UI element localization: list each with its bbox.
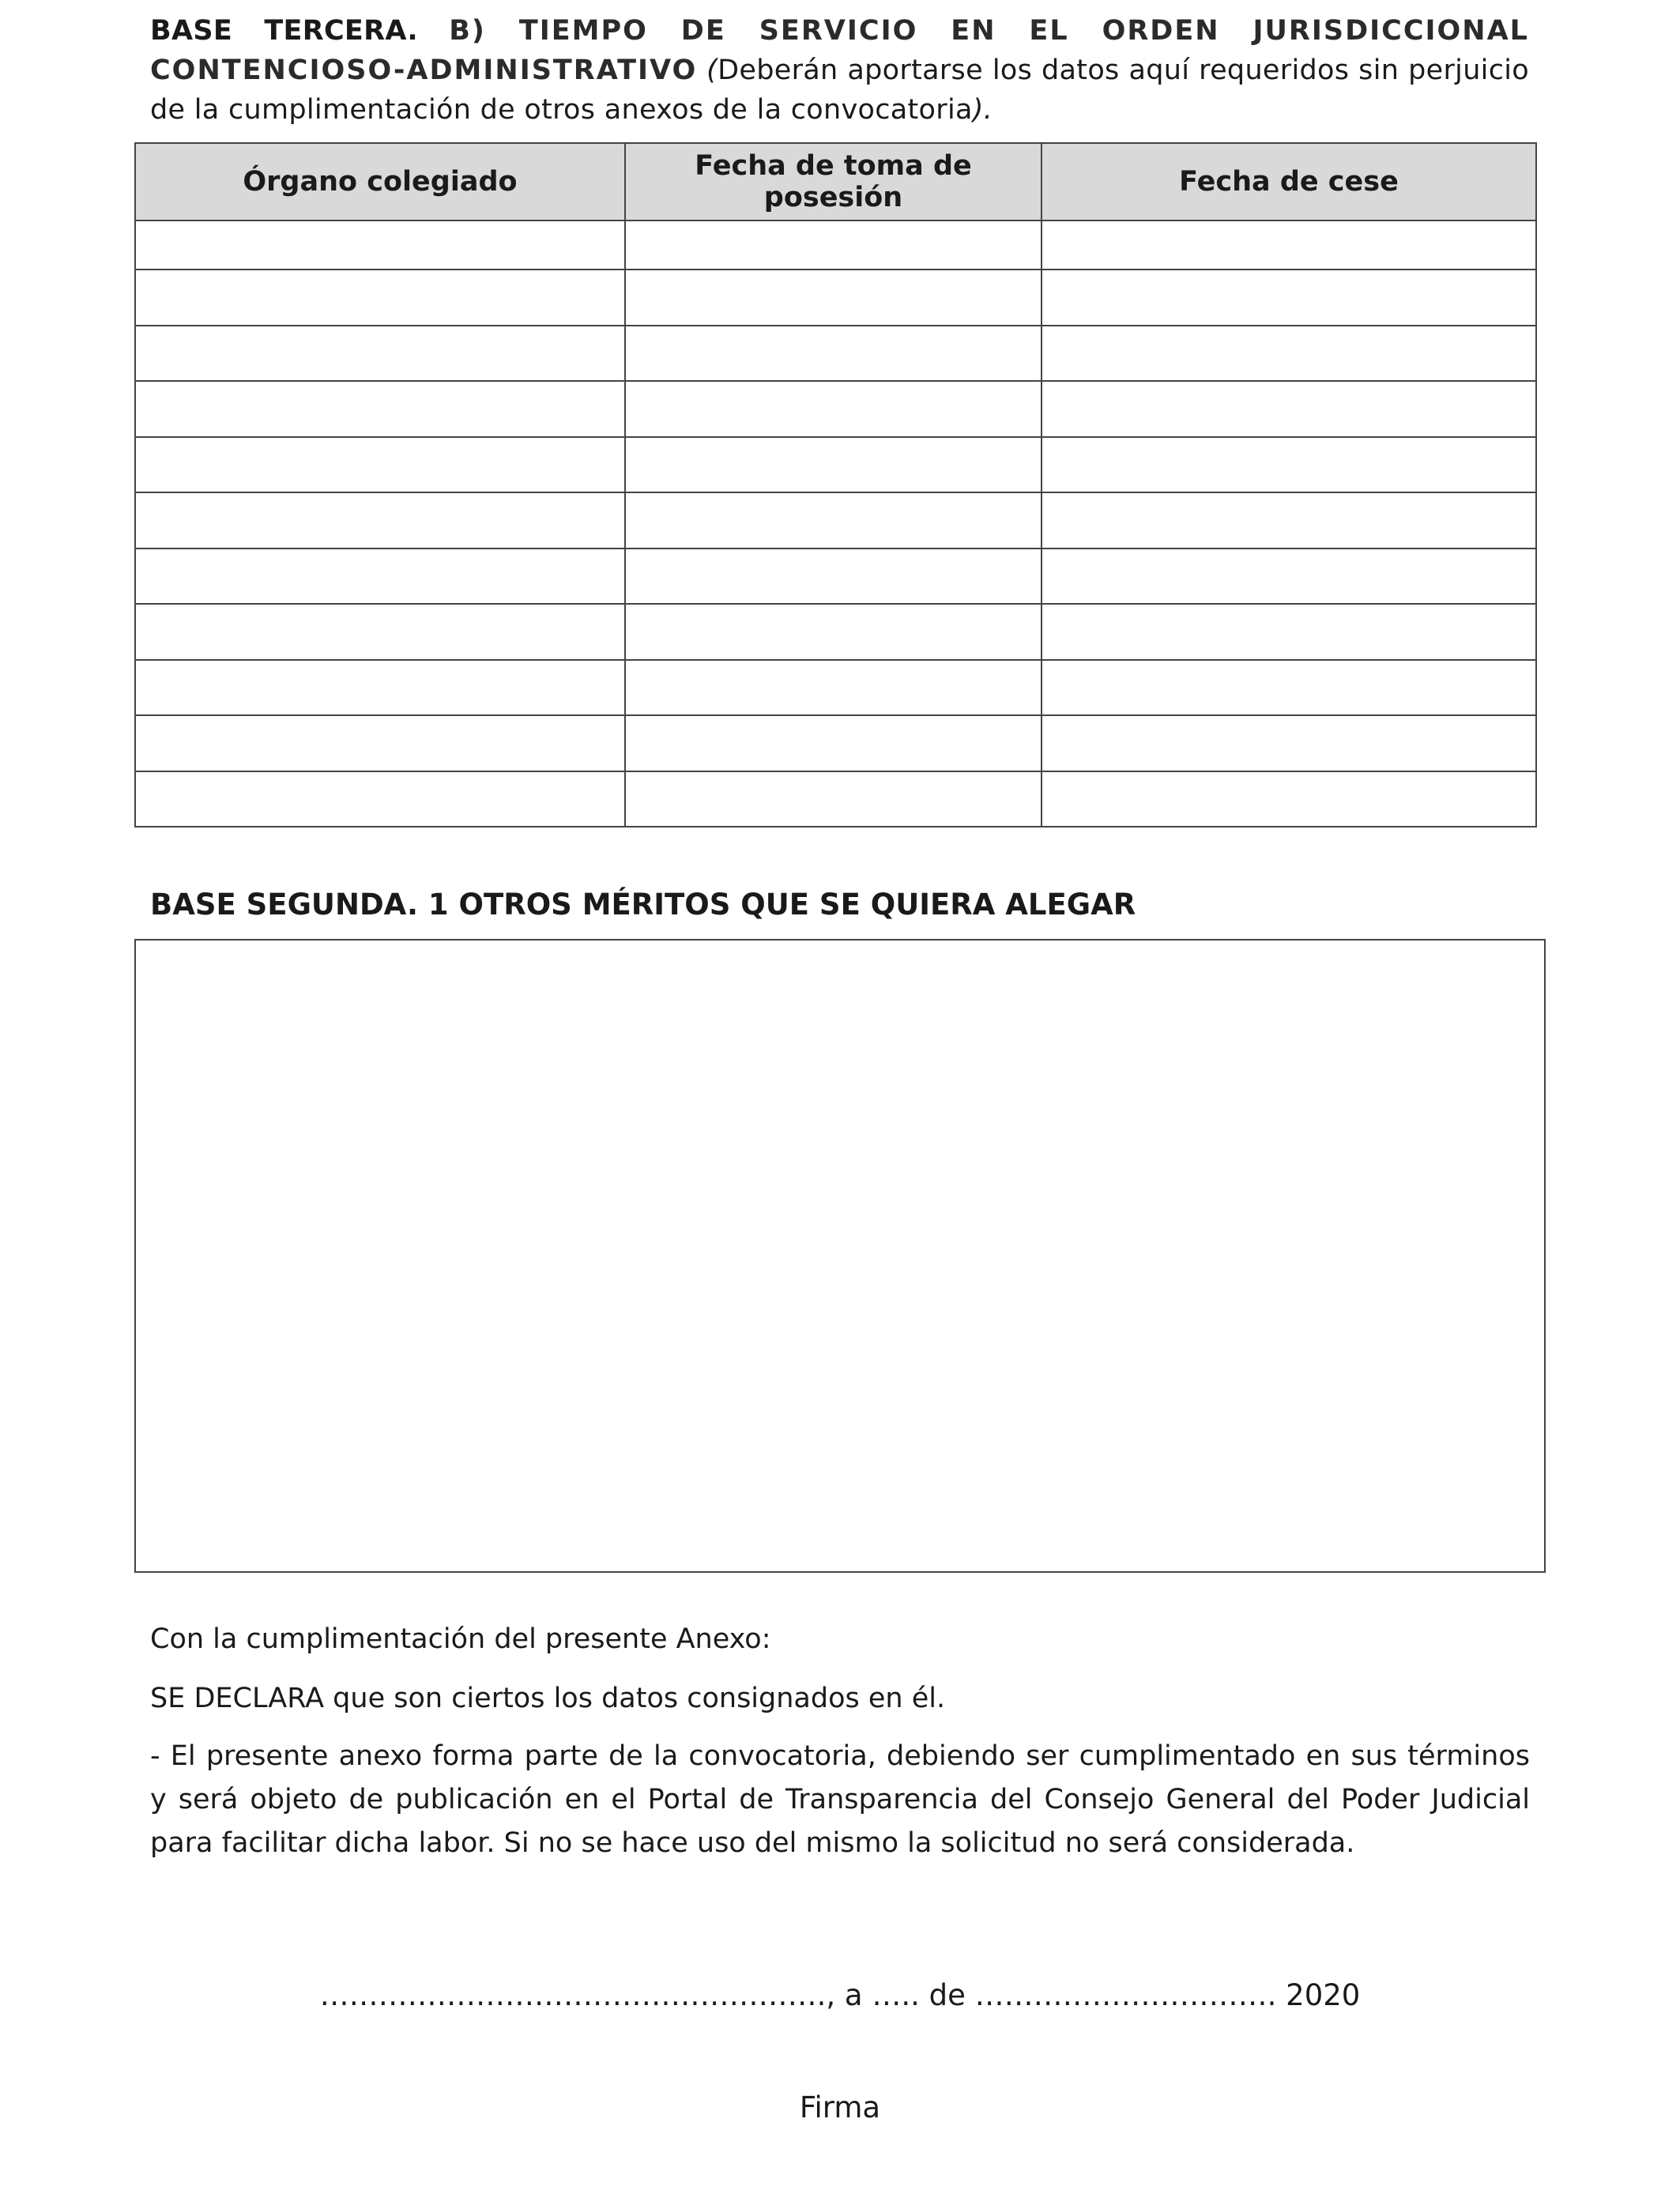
table-row (135, 437, 1536, 493)
fecha-toma-cell[interactable] (625, 771, 1042, 827)
table-header-row (135, 143, 1536, 221)
declaration-statement: SE DECLARA que son ciertos los datos consignados en él. (150, 1683, 946, 1714)
date-place-text: ……………………………………………., a ….. de …………………………. 2020 (319, 1978, 1361, 2012)
fecha-cese-cell[interactable] (1042, 221, 1536, 270)
section3-note: Deberán aportarse los datos aquí requeridos sin perjuicio de la cumplimentación de otros anexos de la convocatoria (150, 55, 1529, 126)
date-place-line (0, 1976, 1680, 2015)
header-fecha-toma: Fecha de toma de posesión (625, 143, 1042, 221)
section3-note-close: ). (972, 94, 993, 126)
fecha-toma-cell[interactable] (625, 604, 1042, 660)
table-row (135, 492, 1536, 548)
section3-label: BASE TERCERA. (150, 15, 419, 47)
fecha-cese-cell[interactable] (1042, 548, 1536, 605)
declaration-intro: Con la cumplimentación del presente Anexo: (150, 1623, 771, 1655)
organo-cell[interactable] (135, 715, 625, 771)
fecha-cese-cell[interactable] (1042, 492, 1536, 548)
table-row (135, 604, 1536, 660)
fecha-toma-cell[interactable] (625, 326, 1042, 382)
header-organo: Órgano colegiado (135, 143, 625, 221)
organo-cell[interactable] (135, 771, 625, 827)
table-row (135, 270, 1536, 326)
organo-cell[interactable] (135, 492, 625, 548)
fecha-toma-cell[interactable] (625, 548, 1042, 605)
fecha-cese-cell[interactable] (1042, 715, 1536, 771)
fecha-toma-cell[interactable] (625, 660, 1042, 716)
other-merits-box[interactable] (134, 939, 1546, 1573)
fecha-toma-cell[interactable] (625, 715, 1042, 771)
table-row (135, 221, 1536, 270)
organo-cell[interactable] (135, 381, 625, 437)
table-row (135, 548, 1536, 605)
fecha-toma-cell[interactable] (625, 270, 1042, 326)
section2-title: BASE SEGUNDA. 1 OTROS MÉRITOS QUE SE QUIERA ALEGAR (150, 888, 1136, 922)
fecha-toma-cell[interactable] (625, 221, 1042, 270)
table-row (135, 771, 1536, 827)
header-fecha-cese: Fecha de cese (1042, 143, 1536, 221)
fecha-cese-cell[interactable] (1042, 381, 1536, 437)
section3-title: B) TIEMPO DE SERVICIO EN EL ORDEN JURISDICCIONAL CONTENCIOSO-ADMINISTRATIVO (150, 15, 1529, 86)
fecha-cese-cell[interactable] (1042, 604, 1536, 660)
fecha-cese-cell[interactable] (1042, 326, 1536, 382)
fecha-toma-cell[interactable] (625, 437, 1042, 493)
organo-cell[interactable] (135, 270, 625, 326)
table-row (135, 660, 1536, 716)
organo-cell[interactable] (135, 660, 625, 716)
signature-label: Firma (799, 2090, 881, 2124)
table-row (135, 715, 1536, 771)
organo-cell[interactable] (135, 604, 625, 660)
organo-cell[interactable] (135, 221, 625, 270)
organo-cell[interactable] (135, 437, 625, 493)
service-table (134, 142, 1537, 827)
section3-heading (150, 11, 1529, 130)
organo-cell[interactable] (135, 326, 625, 382)
organo-cell[interactable] (135, 548, 625, 605)
table-row (135, 326, 1536, 382)
fecha-toma-cell[interactable] (625, 381, 1042, 437)
fecha-toma-cell[interactable] (625, 492, 1042, 548)
fecha-cese-cell[interactable] (1042, 437, 1536, 493)
table-row (135, 381, 1536, 437)
fecha-cese-cell[interactable] (1042, 660, 1536, 716)
fecha-cese-cell[interactable] (1042, 771, 1536, 827)
section3-note-open: ( (706, 55, 718, 86)
fecha-cese-cell[interactable] (1042, 270, 1536, 326)
declaration-note: - El presente anexo forma parte de la convocatoria, debiendo ser cumplimentado en sus términos y será objeto de publicación en el Portal de Transparencia del Consejo General del Poder Judicial para facilitar dicha labor. Si no se hace uso del mismo la solicitud no será considerada. (150, 1740, 1530, 1859)
